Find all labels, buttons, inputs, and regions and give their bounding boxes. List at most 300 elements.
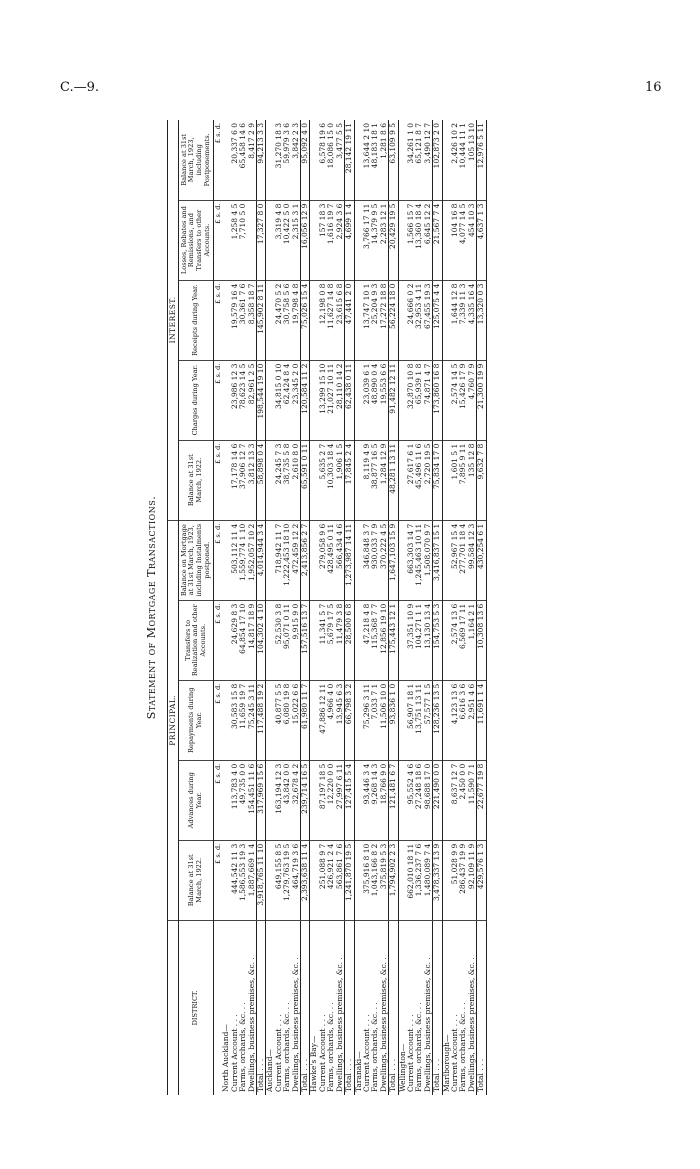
column-header-row — [179, 120, 214, 1095]
cell-value: 27,617 6 1 — [405, 443, 415, 485]
table-cell: £ s. d. — [214, 440, 223, 520]
cell-value: 11,479 3 8 — [334, 603, 344, 645]
cell-value: 11,506 10 0 — [378, 683, 388, 730]
column-header: Transfers to Realization and other Accounts. — [179, 600, 214, 680]
cell-value: 32,870 10 8 — [405, 363, 415, 409]
total-cell: 154,753 5 3 — [433, 600, 442, 680]
total-row — [477, 120, 486, 1095]
table-cell — [398, 360, 433, 440]
cell-value: 11,590 7 1 — [466, 763, 476, 805]
cell-value: 135 12 8 — [466, 443, 476, 478]
total-cell: 11,691 1 4 — [477, 680, 486, 760]
cell-value: 163,194 12 3 — [273, 763, 283, 814]
cell-value: 4,077 14 5 — [458, 203, 468, 245]
table-cell — [222, 760, 256, 840]
cell-value: 2,450 0 0 — [458, 763, 468, 800]
total-cell: 3,478,337 13 9 — [433, 840, 442, 920]
table-cell — [222, 680, 256, 760]
table-cell — [398, 440, 433, 520]
cell-value: 8,417 2 9 — [246, 123, 256, 159]
total-cell: 62,438 0 11 — [345, 360, 354, 440]
cell-value: 7,339 11 3 — [458, 283, 468, 325]
table-cell — [398, 840, 433, 920]
district-name: North Auckland— — [221, 1024, 231, 1092]
table-cell — [354, 680, 389, 760]
table-cell — [442, 520, 477, 600]
total-cell: 157,516 13 7 — [301, 600, 310, 680]
cell-value: 13,360 18 4 — [414, 203, 424, 249]
cell-value: 13,644 2 10 — [361, 123, 371, 169]
total-cell: 17,327 8 0 — [257, 200, 266, 280]
cell-value: 49,735 0 0 — [238, 763, 248, 805]
page-reference: C.—9. — [60, 80, 100, 95]
cell-value: 19,553 6 6 — [378, 363, 388, 405]
cell-value: 10,444 11 1 — [458, 123, 468, 169]
cell-value: 2,283 12 1 — [378, 203, 388, 245]
table-cell — [354, 280, 389, 360]
row-label: Dwellings, business premises, &c. . — [466, 957, 476, 1092]
district-cell — [310, 920, 345, 1095]
table-cell — [354, 360, 389, 440]
cell-value: 38,877 16 5 — [370, 443, 380, 489]
statement-title: Statement of Mortgage Transactions. — [145, 495, 158, 720]
total-row — [257, 120, 266, 1095]
cell-value: 14,379 9 5 — [370, 203, 380, 245]
total-cell: 120,584 11 2 — [301, 360, 310, 440]
column-header: Balance on Mortgage at 31st March, 1923, including Instalments postponed. — [179, 520, 214, 600]
table-cell — [222, 840, 256, 920]
table-cell — [266, 840, 301, 920]
cell-value: 454 10 3 — [466, 203, 476, 238]
table-cell — [354, 200, 389, 280]
cell-value: 3,490 12 7 — [422, 123, 432, 164]
cell-value: 428,495 0 11 — [326, 523, 336, 574]
table-cell — [310, 280, 345, 360]
district-cell — [222, 920, 256, 1095]
cell-value: 11,627 14 8 — [326, 283, 336, 329]
cell-value: 27,248 18 6 — [414, 763, 424, 810]
table-row — [442, 120, 477, 1095]
cell-value: 65,121 8 7 — [414, 123, 424, 164]
table-cell — [310, 360, 345, 440]
district-name: Taranaki— — [353, 1051, 363, 1092]
row-label: Farms, orchards, &c. . . — [458, 1002, 468, 1092]
table-cell — [222, 360, 256, 440]
table-cell — [266, 360, 301, 440]
table-cell — [354, 520, 389, 600]
cell-value: 7,895 9 11 — [458, 443, 468, 485]
cell-value: 6,569 17 11 — [458, 603, 468, 650]
row-label: Farms, orchards, &c. . . — [282, 1002, 292, 1092]
row-label: Current Account . . . — [361, 1014, 371, 1092]
cell-value: 52,530 3 8 — [273, 603, 283, 645]
cell-value: 1,245,463 10 11 — [414, 523, 424, 586]
total-cell: 94,213 3 3 — [257, 120, 266, 200]
total-cell: 3,918,765 11 10 — [257, 840, 266, 920]
cell-value: 375,819 5 3 — [378, 843, 388, 890]
total-cell: 93,836 1 0 — [389, 680, 398, 760]
cell-value: 1,887,669 1 4 — [246, 843, 256, 897]
cell-value: 5,679 17 5 — [326, 603, 336, 645]
district-cell — [266, 920, 301, 1095]
table-cell — [266, 280, 301, 360]
cell-value: 27,997 6 11 — [334, 763, 344, 810]
cell-value: 930,033 7 9 — [370, 523, 380, 569]
cell-value: 10,303 18 4 — [326, 443, 336, 489]
cell-value: 98,688 17 0 — [422, 763, 432, 810]
table-row — [398, 120, 433, 1095]
cell-value: 1,952,057 10 2 — [246, 523, 256, 581]
total-row — [345, 120, 354, 1095]
cell-value: 30,758 5 6 — [282, 283, 292, 325]
cell-value: 15,426 17 9 — [458, 363, 468, 409]
row-label: Dwellings, business premises, &c. . — [290, 957, 300, 1092]
table-cell — [442, 280, 477, 360]
cell-value: 45,496 11 6 — [414, 443, 424, 489]
total-cell: 56,224 18 0 — [389, 280, 398, 360]
total-cell: 3,416,837 15 1 — [433, 520, 442, 600]
total-cell: 16,056 12 9 — [301, 200, 310, 280]
total-cell: 239,714 16 5 — [301, 760, 310, 840]
total-cell: 21,567 7 4 — [433, 200, 442, 280]
total-cell: 127,415 5 4 — [345, 760, 354, 840]
cell-value: 47,886 12 11 — [317, 683, 327, 734]
cell-value: 18,086 15 0 — [326, 123, 336, 169]
cell-value: 6,080 19 8 — [282, 683, 292, 725]
table-cell — [266, 120, 301, 200]
total-cell: 117,488 19 2 — [257, 680, 266, 760]
cell-value: 1,616 19 7 — [326, 203, 336, 245]
table-cell — [310, 200, 345, 280]
table-cell — [442, 200, 477, 280]
table-cell — [398, 120, 433, 200]
cell-value: 65,939 1 8 — [414, 363, 424, 405]
cell-value: 464,719 3 6 — [290, 843, 300, 890]
cell-value: 1,336,237 7 6 — [414, 843, 424, 897]
cell-value: 154,451 11 6 — [246, 763, 256, 814]
cell-value: 67,455 19 3 — [422, 283, 432, 329]
cell-value: 662,010 18 11 — [405, 843, 415, 899]
row-label: Dwellings, business premises, &c. . — [246, 957, 256, 1092]
table-cell — [354, 600, 389, 680]
cell-value: 104 16 8 — [449, 203, 459, 238]
cell-value: 38,735 5 8 — [282, 443, 292, 485]
cell-value: 426,921 2 4 — [326, 843, 336, 890]
cell-value: 34,815 0 10 — [273, 363, 283, 409]
table-cell — [310, 760, 345, 840]
cell-value: 17,272 18 8 — [378, 283, 388, 329]
cell-value: 20,337 6 0 — [229, 123, 239, 164]
cell-value: 563,861 7 6 — [334, 843, 344, 890]
cell-value: 48,183 18 1 — [370, 123, 380, 169]
cell-value: 28,110 14 2 — [334, 363, 344, 409]
table-row — [354, 120, 389, 1095]
total-row — [389, 120, 398, 1095]
table-cell — [310, 680, 345, 760]
cell-value: 370,222 4 5 — [378, 523, 388, 569]
cell-value: 32,953 4 11 — [414, 283, 424, 329]
cell-value: 4,123 13 6 — [449, 683, 459, 725]
cell-value: 4,966 4 0 — [326, 683, 336, 720]
column-header: Balance at 31st March, 1923, including Postponements. — [179, 120, 214, 200]
table-cell — [442, 760, 477, 840]
total-cell: 4,637 1 3 — [477, 200, 486, 280]
district-name: Auckland— — [265, 1049, 275, 1092]
cell-value: 2,720 19 5 — [422, 443, 432, 485]
cell-value: 56,907 18 1 — [405, 683, 415, 730]
table-cell: £ s. d. — [214, 280, 223, 360]
total-label: Total . . . — [477, 920, 486, 1095]
cell-value: 6,578 19 6 — [317, 123, 327, 164]
cell-value: 48,890 0 4 — [370, 363, 380, 405]
total-cell: 1,794,902 2 3 — [389, 840, 398, 920]
column-header: Balance at 31st March, 1922. — [179, 840, 214, 920]
cell-value: 19,798 4 8 — [290, 283, 300, 325]
total-cell: 125,075 4 4 — [433, 280, 442, 360]
row-label: Dwellings, business premises, &c. . — [334, 957, 344, 1092]
row-label: Current Account . . . — [449, 1014, 459, 1092]
column-header: Charges during Year. — [179, 360, 214, 440]
total-cell: 75,834 17 0 — [433, 440, 442, 520]
table-cell: £ s. d. — [214, 840, 223, 920]
cell-value: 25,204 9 3 — [370, 283, 380, 325]
cell-value: 24,666 0 2 — [405, 283, 415, 325]
total-label: Total . . . — [257, 920, 266, 1095]
cell-value: 74,871 4 7 — [422, 363, 432, 405]
table-row — [222, 120, 256, 1095]
total-label: Total . . . — [345, 920, 354, 1095]
table-cell — [442, 840, 477, 920]
table-cell — [222, 600, 256, 680]
cell-value: 8,637 12 7 — [449, 763, 459, 805]
table-cell — [222, 440, 256, 520]
cell-value: 17,178 14 6 — [229, 443, 239, 489]
table-cell — [310, 120, 345, 200]
cell-value: 2,574 13 6 — [449, 603, 459, 645]
interest-group-header: INTEREST. — [168, 120, 179, 520]
units-row — [214, 120, 223, 1095]
table-cell — [442, 680, 477, 760]
cell-value: 59,979 3 6 — [282, 123, 292, 164]
total-cell: 58,898 0 4 — [257, 440, 266, 520]
cell-value: 14,817 18 9 — [246, 603, 256, 650]
table-row — [266, 120, 301, 1095]
row-label: Current Account . . . — [405, 1014, 415, 1092]
cell-value: 19,579 16 4 — [229, 283, 239, 329]
district-name: Hawke's Bay— — [309, 1035, 319, 1092]
cell-value: 24,245 7 3 — [273, 443, 283, 485]
cell-value: 13,751 13 11 — [414, 683, 424, 734]
cell-value: 82,961 2 5 — [246, 363, 256, 405]
row-label: Current Account . . . — [229, 1014, 239, 1092]
total-cell: 48,281 13 11 — [389, 440, 398, 520]
total-label: Total . . . — [433, 920, 442, 1095]
district-name: Marlborough— — [441, 1034, 451, 1092]
cell-value: 3,812 13 3 — [246, 443, 256, 485]
cell-value: 15,022 6 6 — [290, 683, 300, 725]
total-cell: 145,902 8 11 — [257, 280, 266, 360]
row-label: Dwellings, business premises, &c. . — [422, 957, 432, 1092]
cell-value: 1,906 1 5 — [334, 443, 344, 480]
total-cell: 10,308 13 6 — [477, 600, 486, 680]
cell-value: 2,951 4 6 — [466, 683, 476, 720]
total-cell: 20,429 19 5 — [389, 200, 398, 280]
total-cell: 430,254 6 1 — [477, 520, 486, 600]
cell-value: 93,446 3 4 — [361, 763, 371, 805]
total-cell: 429,576 1 3 — [477, 840, 486, 920]
table-cell: £ s. d. — [214, 760, 223, 840]
cell-value: 6,645 12 2 — [422, 203, 432, 245]
table-cell — [222, 120, 256, 200]
total-cell: 28,500 6 8 — [345, 600, 354, 680]
cell-value: 1,480,089 7 4 — [422, 843, 432, 897]
cell-value: 9,915 9 0 — [290, 603, 300, 640]
cell-value: 649,155 8 5 — [273, 843, 283, 890]
cell-value: 104,271 1 1 — [414, 603, 424, 650]
cell-value: 24,470 5 2 — [273, 283, 283, 325]
total-cell: 9,632 7 8 — [477, 440, 486, 520]
cell-value: 23,615 6 8 — [334, 283, 344, 325]
cell-value: 7,710 5 0 — [238, 203, 248, 240]
cell-value: 113,783 4 0 — [229, 763, 239, 810]
total-cell: 1,241,870 19 5 — [345, 840, 354, 920]
cell-value: 62,424 8 4 — [282, 363, 292, 405]
table-cell — [442, 120, 477, 200]
table-cell: £ s. d. — [214, 520, 223, 600]
table-cell — [266, 680, 301, 760]
table-cell — [398, 520, 433, 600]
cell-value: 12,220 0 0 — [326, 763, 336, 805]
total-cell: 175,443 12 1 — [389, 600, 398, 680]
cell-value: 1,043,166 8 2 — [370, 843, 380, 897]
cell-value: 1,281 8 6 — [378, 123, 388, 159]
cell-value: 2,426 10 2 — [449, 123, 459, 164]
cell-value: 37,906 12 7 — [238, 443, 248, 489]
cell-value: 37,351 10 9 — [405, 603, 415, 650]
table-cell — [222, 200, 256, 280]
table-cell — [310, 840, 345, 920]
total-cell: 121,481 6 7 — [389, 760, 398, 840]
total-cell: 104,302 4 10 — [257, 600, 266, 680]
table-row — [310, 120, 345, 1095]
table-cell — [266, 760, 301, 840]
cell-value: 3,319 4 8 — [273, 203, 283, 240]
cell-value: 2,574 14 5 — [449, 363, 459, 405]
cell-value: 375,916 8 10 — [361, 843, 371, 894]
cell-value: 663,303 14 7 — [405, 523, 415, 574]
cell-value: 8,358 18 7 — [246, 283, 256, 325]
total-cell: 21,300 19 9 — [477, 360, 486, 440]
cell-value: 78,623 14 5 — [238, 363, 248, 409]
column-header: Advances during Year. — [179, 760, 214, 840]
table-cell: £ s. d. — [214, 120, 223, 200]
cell-value: 1,279,763 19 5 — [282, 843, 292, 902]
table-cell — [398, 200, 433, 280]
table-cell: £ s. d. — [214, 200, 223, 280]
total-label: Total . . . — [389, 920, 398, 1095]
cell-value: 3,842 2 3 — [290, 123, 300, 159]
table-cell — [354, 440, 389, 520]
table-cell — [398, 280, 433, 360]
cell-value: 4,760 7 9 — [466, 363, 476, 400]
total-cell: 22,677 19 8 — [477, 760, 486, 840]
total-row — [433, 120, 442, 1095]
cell-value: 1,601 5 1 — [449, 443, 459, 480]
cell-value: 11,659 19 7 — [238, 683, 248, 730]
row-label: Farms, orchards, &c. . . — [370, 1002, 380, 1092]
cell-value: 75,245 3 11 — [246, 683, 256, 730]
cell-value: 95,552 4 6 — [405, 763, 415, 805]
table-cell — [266, 200, 301, 280]
row-label: Farms, orchards, &c. . . — [414, 1002, 424, 1092]
table-cell — [354, 840, 389, 920]
cell-value: 47,218 4 8 — [361, 603, 371, 645]
cell-value: 157 18 3 — [317, 203, 327, 238]
total-cell: 75,026 15 4 — [301, 280, 310, 360]
cell-value: 12,856 19 10 — [378, 603, 388, 654]
cell-value: 7,033 7 1 — [370, 683, 380, 720]
cell-value: 18,766 9 0 — [378, 763, 388, 805]
cell-value: 13,747 10 1 — [361, 283, 371, 329]
cell-value: 9,268 14 3 — [370, 763, 380, 805]
cell-value: 34,261 1 0 — [405, 123, 415, 164]
cell-value: 95,071 0 11 — [282, 603, 292, 650]
row-label: Farms, orchards, &c. . . — [238, 1002, 248, 1092]
total-cell: 198,544 19 10 — [257, 360, 266, 440]
table-cell — [310, 440, 345, 520]
cell-value: 2,315 3 1 — [290, 203, 300, 240]
table-cell — [442, 440, 477, 520]
cell-value: 21,027 10 11 — [326, 363, 336, 414]
total-cell: 4,699 1 4 — [345, 200, 354, 280]
total-cell: 12,976 5 11 — [477, 120, 486, 200]
cell-value: 286,437 19 9 — [458, 843, 468, 894]
cell-value: 6,616 3 6 — [458, 683, 468, 720]
principal-group-header: PRINCIPAL. — [168, 520, 179, 920]
cell-value: 23,039 6 1 — [361, 363, 371, 405]
cell-value: 1,284 12 9 — [378, 443, 388, 485]
cell-value: 32,678 4 2 — [290, 763, 300, 805]
cell-value: 1,508,070 9 7 — [422, 523, 432, 577]
district-cell — [354, 920, 389, 1095]
cell-value: 718,942 11 7 — [273, 523, 283, 574]
total-cell: 61,980 11 7 — [301, 680, 310, 760]
district-cell — [398, 920, 433, 1095]
row-label: Farms, orchards, &c. . . — [326, 1002, 336, 1092]
table-cell — [354, 120, 389, 200]
total-cell: 1,647,103 15 9 — [389, 520, 398, 600]
total-cell: 173,860 16 8 — [433, 360, 442, 440]
cell-value: 1,644 12 8 — [449, 283, 459, 325]
total-cell: 63,109 9 5 — [389, 120, 398, 200]
cell-value: 65,458 14 6 — [238, 123, 248, 169]
cell-value: 75,296 3 11 — [361, 683, 371, 730]
total-cell: 317,969 15 6 — [257, 760, 266, 840]
cell-value: 105 13 10 — [466, 123, 476, 162]
table-cell — [266, 520, 301, 600]
table-cell — [354, 760, 389, 840]
cell-value: 1,559,774 1 10 — [238, 523, 248, 581]
cell-value: 5,635 2 7 — [317, 443, 327, 480]
cell-value: 51,028 9 9 — [449, 843, 459, 885]
rotated-statement — [145, 120, 660, 1095]
row-label: Dwellings, business premises, &c. . — [378, 957, 388, 1092]
cell-value: 23,986 12 3 — [229, 363, 239, 409]
total-cell: 221,490 0 0 — [433, 760, 442, 840]
cell-value: 251,088 9 7 — [317, 843, 327, 890]
table-cell — [310, 520, 345, 600]
table-cell — [222, 280, 256, 360]
